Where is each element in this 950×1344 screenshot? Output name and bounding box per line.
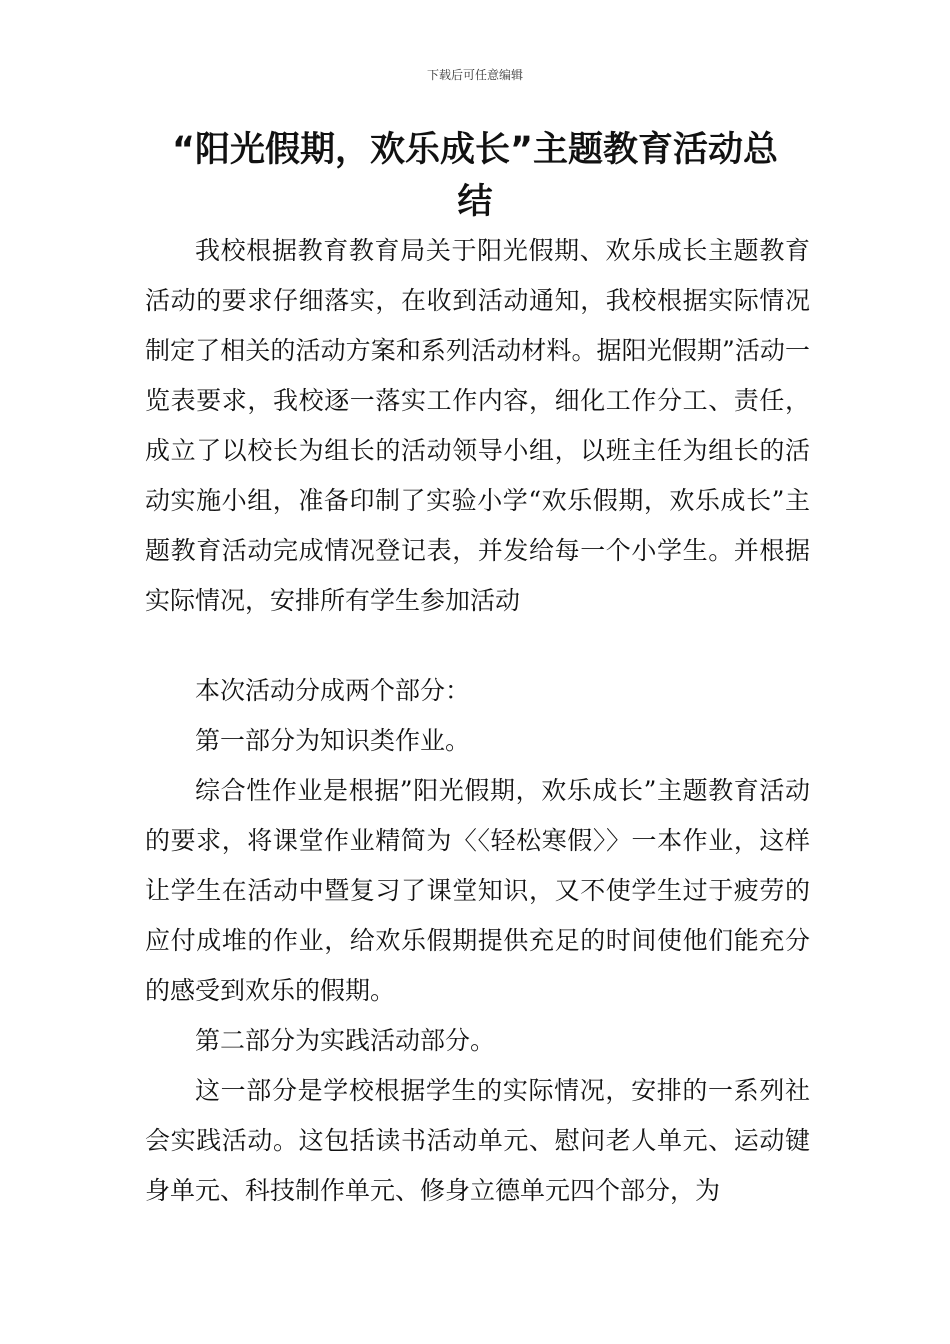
paragraph-part-two-heading: 第二部分为实践活动部分。: [195, 1026, 496, 1055]
paragraph-part-two-body: 这一部分是学校根据学生的实际情况，安排的一系列社会实践活动。这包括读书活动单元、慰问老人单元、运动键身单元、科技制作单元、修身立德单元四个部分，为: [145, 1076, 810, 1205]
document-title: [140, 124, 810, 228]
paragraph-part-one-heading: 第一部分为知识类作业。: [195, 726, 471, 755]
paragraph-part-one-body: 综合性作业是根据”阳光假期，欢乐成长”主题教育活动的要求，将课堂作业精简为〈〈轻松寒假〉〉一本作业，这样让学生在活动中暨复习了课堂知识，又不使学生过于疲劳的应付成堆的作业，给欢乐假期提供充足的时间使他们能充分的感受到欢乐的假期。: [145, 776, 810, 1005]
paragraph-overview: 本次活动分成两个部分：: [195, 676, 471, 705]
paragraph-intro: 我校根据教育教育局关于阳光假期、欢乐成长主题教育活动的要求仔细落实，在收到活动通知，我校根据实际情况制定了相关的活动方案和系列活动材料。据阳光假期”活动一览表要求，我校逐一落实工作内容，细化工作分工、责任，成立了以校长为组长的活动领导小组，以班主任为组长的活动实施小组，准备印制了实验小学“欢乐假期，欢乐成长”主题教育活动完成情况登记表，并发给每一个小学生。并根据实际情况，安排所有学生参加活动: [145, 236, 810, 615]
title-line-1: “阳光假期，欢乐成长”主题教育活动总: [171, 130, 778, 170]
page-header: 下载后可任意编辑: [426, 68, 523, 82]
title-line-2: 结: [457, 182, 493, 222]
document-body: [145, 226, 810, 1216]
